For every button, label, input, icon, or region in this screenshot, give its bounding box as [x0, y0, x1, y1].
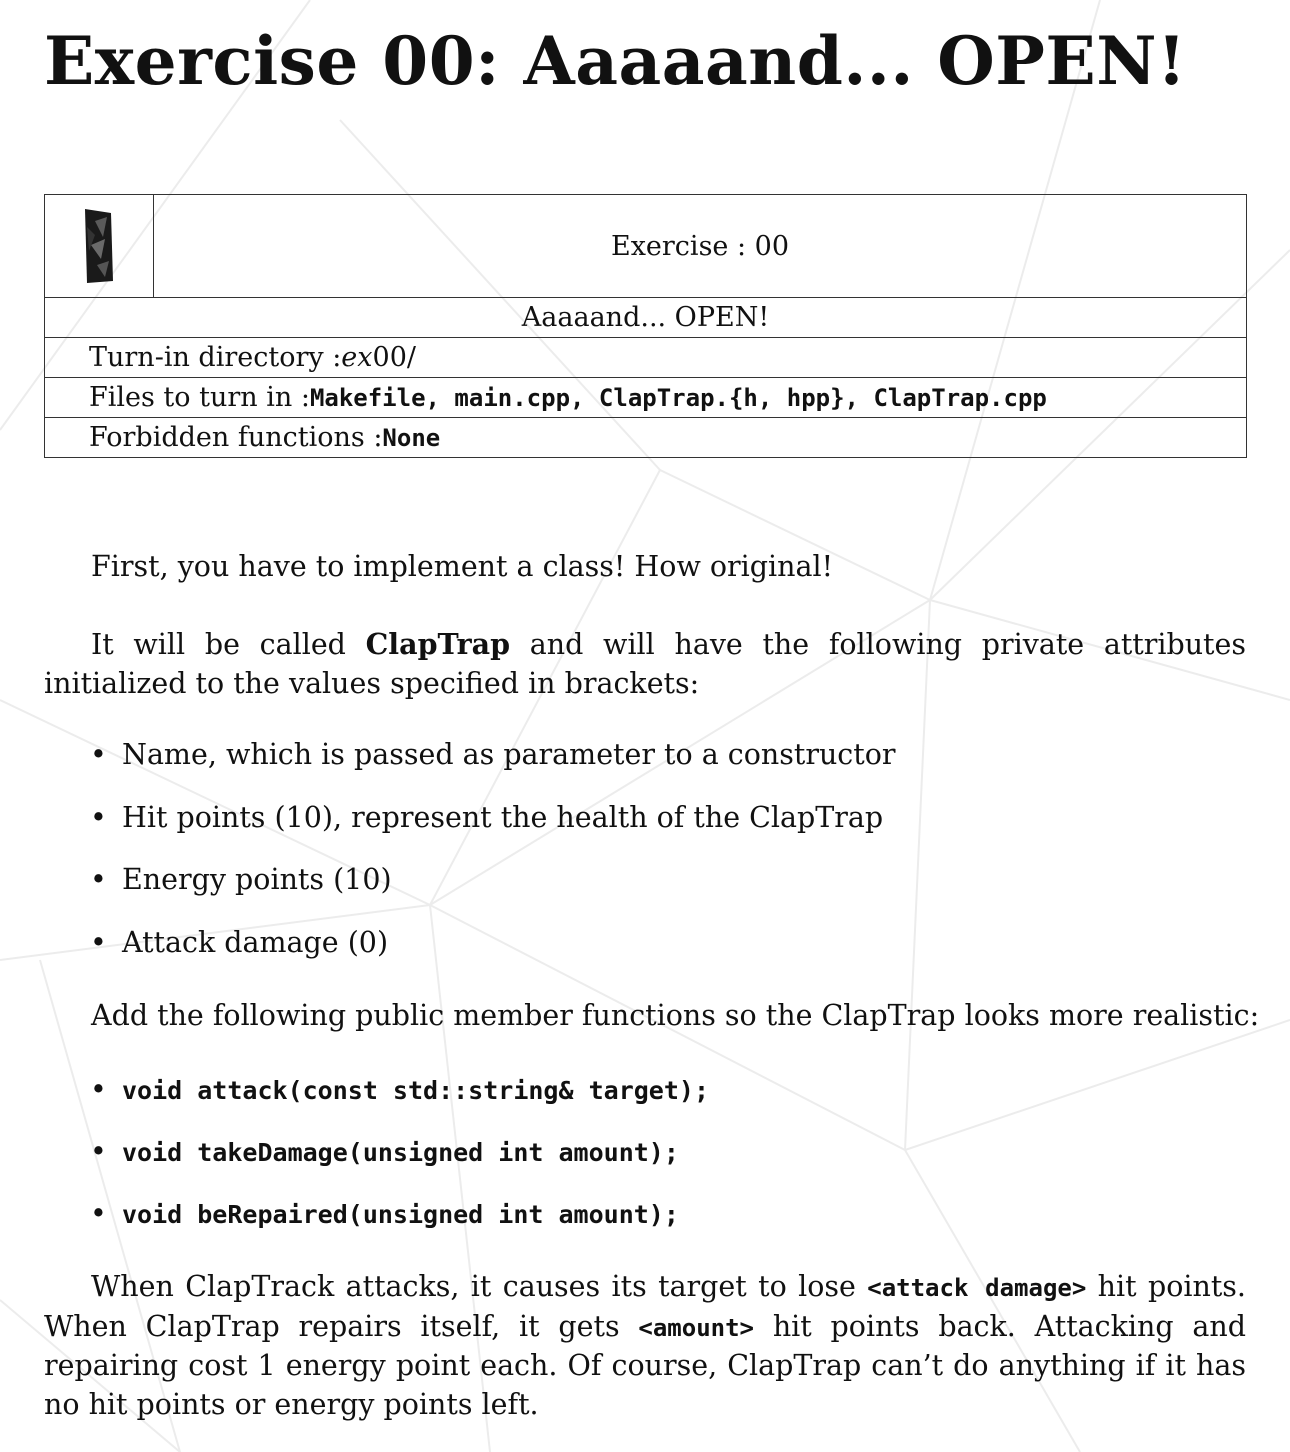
files-value: Makefile, main.cpp, ClapTrap.{h, hpp}, ClapTrap.cpp	[309, 383, 1047, 412]
class-para-after: and will have the following private attributes initialized to the values specified in brackets:	[44, 628, 1247, 700]
42-logo-icon	[81, 207, 117, 285]
class-paragraph	[44, 625, 1246, 703]
logo-cell	[45, 195, 154, 297]
turnin-dir-prefix: ex	[341, 342, 373, 373]
exercise-header-row	[45, 195, 1247, 298]
list-item: • Attack damage (0)	[90, 926, 389, 959]
list-item: • void takeDamage(unsigned int amount);	[90, 1135, 679, 1168]
list-item: • Name, which is passed as parameter to a constructor	[90, 738, 896, 771]
page-title: Exercise 00: Aaaaand... OPEN!	[44, 22, 1187, 100]
list-item: • void attack(const std::string& target);	[90, 1073, 709, 1106]
amount-code: <amount>	[638, 1313, 754, 1342]
forbidden-value: None	[382, 423, 441, 452]
class-para-before: It will be called	[91, 628, 366, 661]
closing-paragraph: When ClapTrack attacks, it causes its target to lose <attack damage> hit points. When ClapTrap repairs itself, it gets <amount> hit points back. Attacking and repairing cost 1 energy point each. Of course, ClapTrap can’t do anything if it has no hit points or energy points left.	[44, 1270, 1246, 1421]
forbidden-row	[45, 418, 1247, 458]
turnin-label: Turn-in directory :	[89, 342, 342, 373]
list-item: • void beRepaired(unsigned int amount);	[90, 1197, 679, 1230]
files-label: Files to turn in :	[89, 382, 310, 413]
exercise-info-table	[44, 194, 1247, 458]
forbidden-label: Forbidden functions :	[89, 422, 383, 453]
exercise-number-cell: Exercise : 00	[610, 230, 790, 262]
turnin-directory-row	[45, 338, 1247, 378]
list-item: • Hit points (10), represent the health of the ClapTrap	[90, 801, 884, 834]
files-row	[45, 378, 1247, 418]
intro-paragraph: First, you have to implement a class! How original!	[91, 550, 834, 583]
attack-damage-code: <attack damage>	[867, 1274, 1087, 1302]
functions-intro: Add the following public member functions so the ClapTrap looks more realistic:	[91, 999, 1260, 1032]
class-name: ClapTrap	[365, 627, 511, 661]
turnin-dir-suffix: 00/	[372, 342, 416, 373]
list-item: • Energy points (10)	[90, 863, 392, 896]
exercise-name-row: Aaaaand... OPEN!	[45, 298, 1247, 338]
